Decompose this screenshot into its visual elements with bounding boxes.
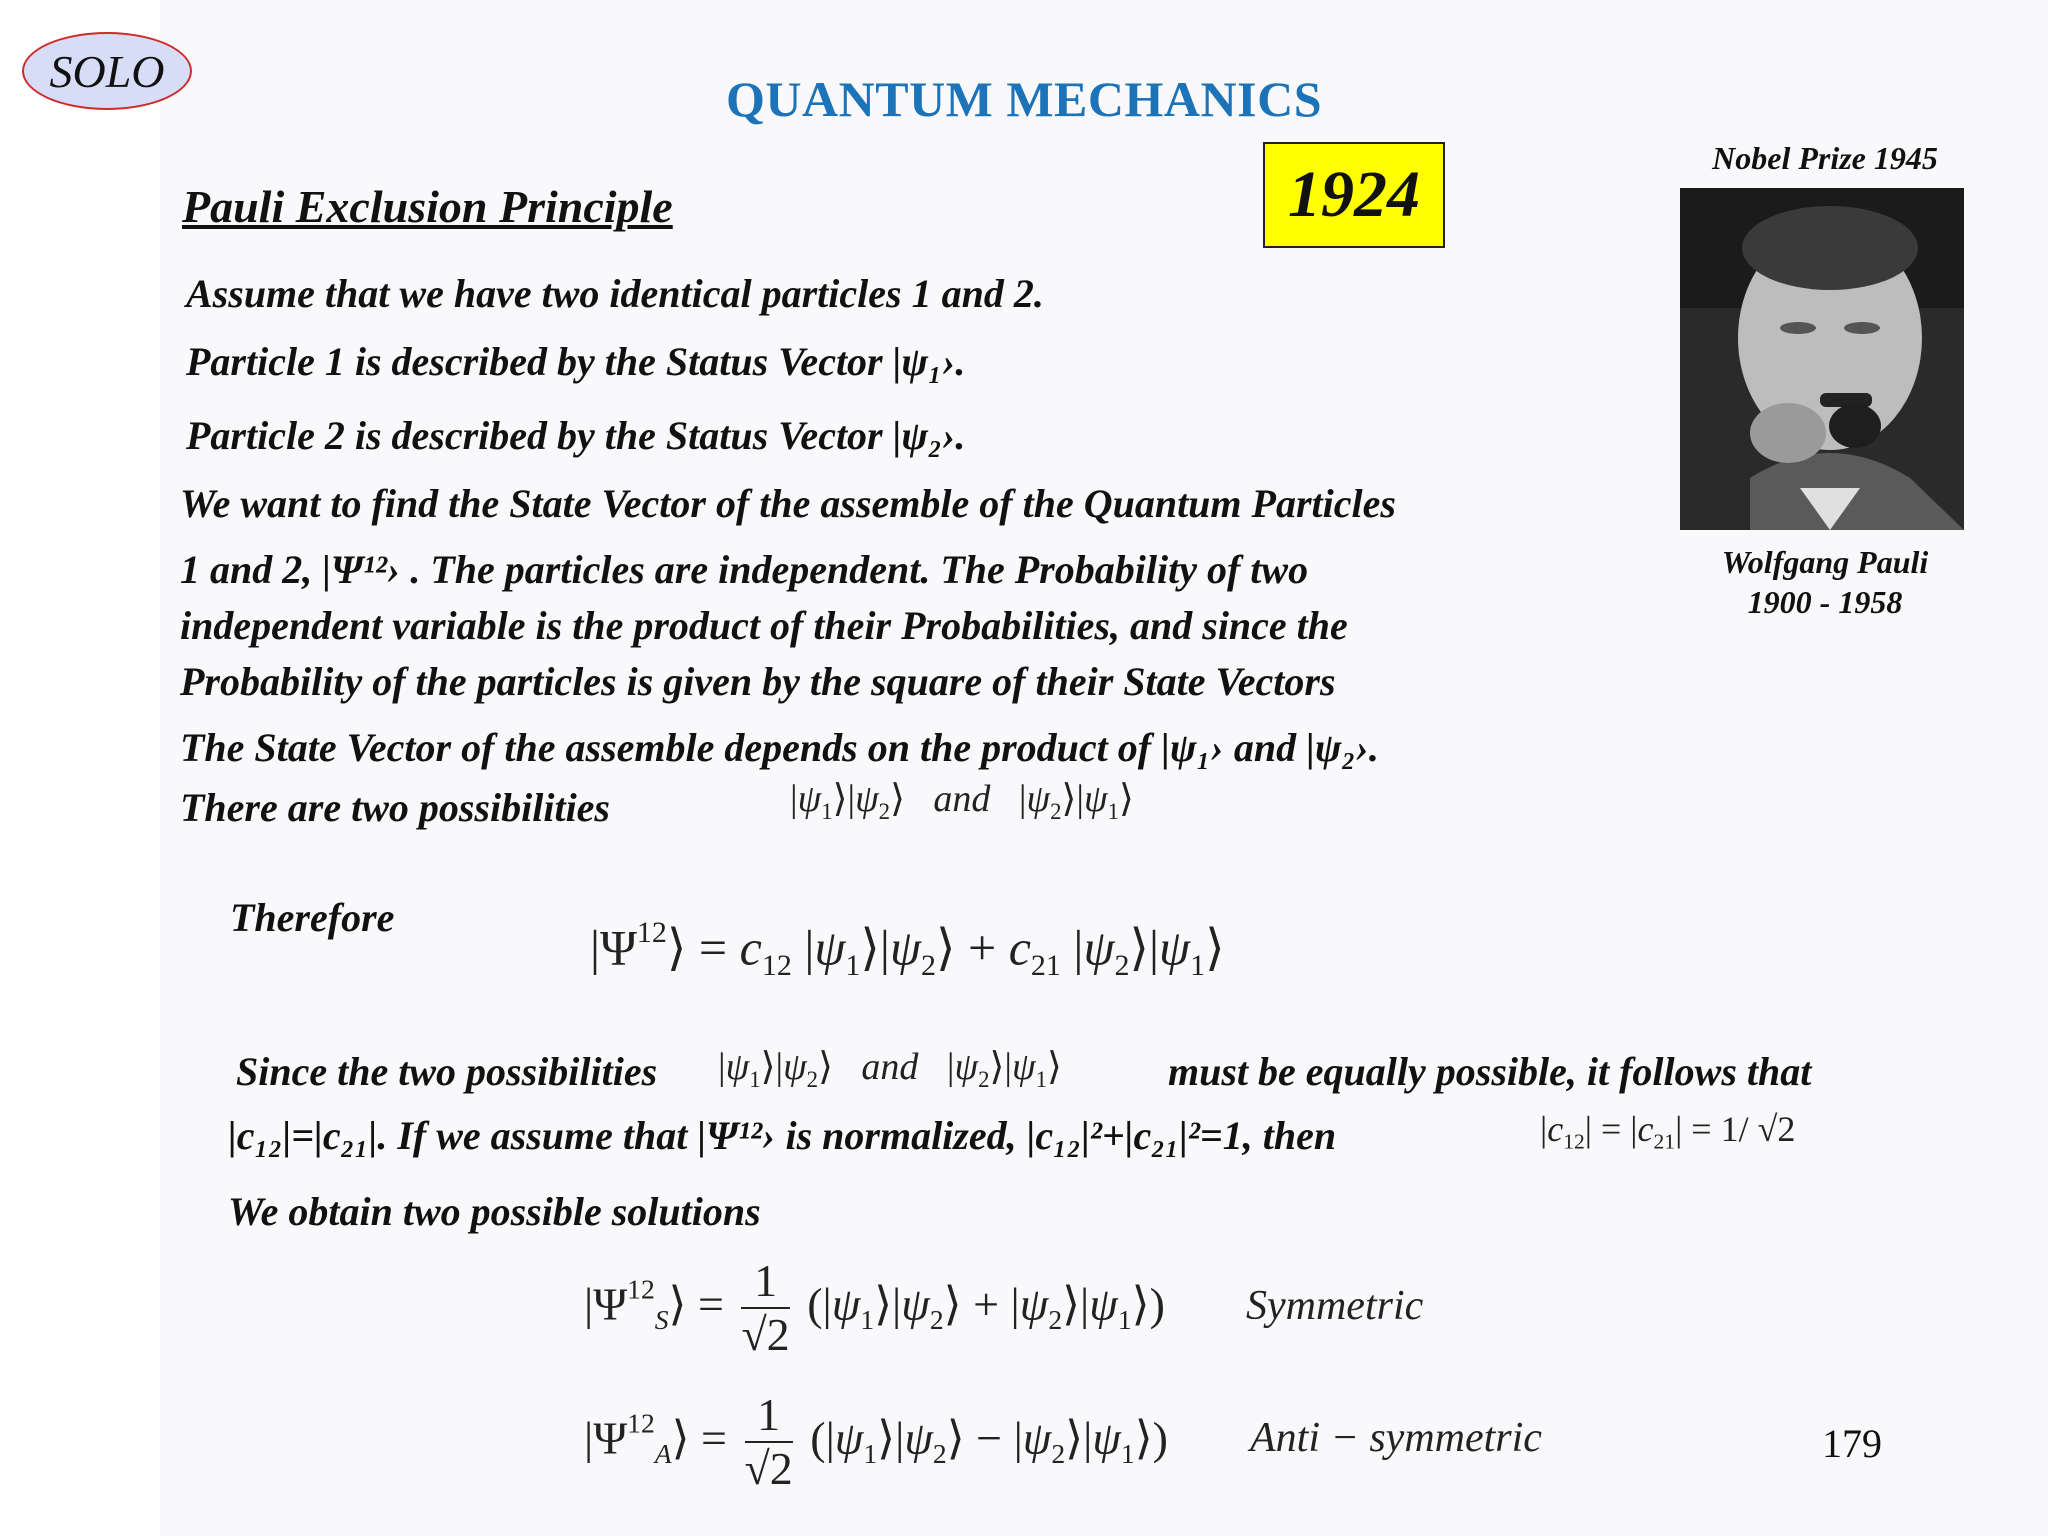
year-box: 1924 xyxy=(1263,142,1445,248)
portrait-caption xyxy=(1680,542,1970,622)
portrait-name: Wolfgang Pauli xyxy=(1721,544,1929,580)
solo-badge: SOLO xyxy=(22,32,192,110)
and-word-2: and xyxy=(861,1046,919,1088)
page-title: QUANTUM MECHANICS xyxy=(726,71,1322,127)
fraction-2 xyxy=(745,1390,793,1495)
portrait-image xyxy=(1680,188,1964,530)
symmetric-label: Symmetric xyxy=(1246,1283,1424,1329)
fraction-numerator-2: 1 xyxy=(745,1390,793,1443)
text-line-1: Assume that we have two identical particles 1 and 2. xyxy=(186,271,1044,316)
possibility-formula: $|\psi_1⟩|\psi_2⟩$ and $|\psi_2⟩|\psi_1⟩$ xyxy=(790,778,1134,824)
portrait-years: 1900 - 1958 xyxy=(1747,584,1903,620)
text-line-13: We obtain two possible solutions xyxy=(228,1189,761,1234)
text-line-5: 1 and 2, |Ψ¹²› . The particles are independent. The Probability of two xyxy=(180,547,1309,592)
text-line-4: We want to find the State Vector of the assemble of the Quantum Particles xyxy=(180,481,1396,526)
possibility-formula-2: $|\psi_1⟩|\psi_2⟩$ and $|\psi_2⟩|\psi_1⟩$ xyxy=(718,1046,1062,1092)
antisymmetric-label: Anti − symmetric xyxy=(1250,1415,1542,1461)
antisymmetric-solution: $|\Psi^{12}_A⟩$ = $\frac{1}{√2}$ ($|\psi_1⟩|\psi_2⟩$ − $|\psi_2⟩|\psi_1⟩$) xyxy=(584,1389,1168,1494)
text-line-9: There are two possibilities xyxy=(180,785,610,830)
text-line-12: |c₁₂|=|c₂₁|. If we assume that |Ψ¹²› is normalized, |c₁₂|²+|c₂₁|²=1, then xyxy=(228,1113,1337,1158)
symmetric-solution: $|\Psi^{12}_S⟩$ = $\frac{1}{√2}$ ($|\psi_1⟩|\psi_2⟩$ + $|\psi_2⟩|\psi_1⟩$) xyxy=(584,1255,1165,1360)
section-heading: Pauli Exclusion Principle xyxy=(182,181,673,232)
fraction-numerator: 1 xyxy=(741,1256,789,1309)
and-word: and xyxy=(933,778,991,820)
text-line-8: The State Vector of the assemble depends on the product of |ψ₁› and |ψ₂›. xyxy=(180,725,1379,770)
state-vector-equation: $|\Psi^{12}⟩ = c_{12}$ $|\psi_1⟩|\psi_2⟩ + c_{21}$ $|\psi_2⟩|\psi_1⟩$ xyxy=(590,916,1225,982)
text-line-11a: Since the two possibilities xyxy=(236,1049,658,1094)
fraction-denominator: √2 xyxy=(741,1308,790,1360)
therefore-label: Therefore xyxy=(230,895,395,940)
text-line-7: Probability of the particles is given by the square of their State Vectors xyxy=(180,659,1336,704)
fraction-denominator-2: √2 xyxy=(744,1442,793,1494)
portrait-photo xyxy=(1680,188,1964,530)
page-number: 179 xyxy=(1822,1421,1882,1466)
coefficient-formula: $|c_{12}| = |c_{21}| = 1/$ √2 xyxy=(1540,1109,1796,1154)
nobel-prize-label: Nobel Prize 1945 xyxy=(1712,140,1938,176)
text-line-3: Particle 2 is described by the Status Vector |ψ₂›. xyxy=(186,413,966,458)
text-line-11b: must be equally possible, it follows that xyxy=(1168,1049,1812,1094)
text-line-6: independent variable is the product of their Probabilities, and since the xyxy=(180,603,1348,648)
text-line-2: Particle 1 is described by the Status Vector |ψ₁›. xyxy=(186,339,966,384)
fraction xyxy=(741,1256,789,1361)
